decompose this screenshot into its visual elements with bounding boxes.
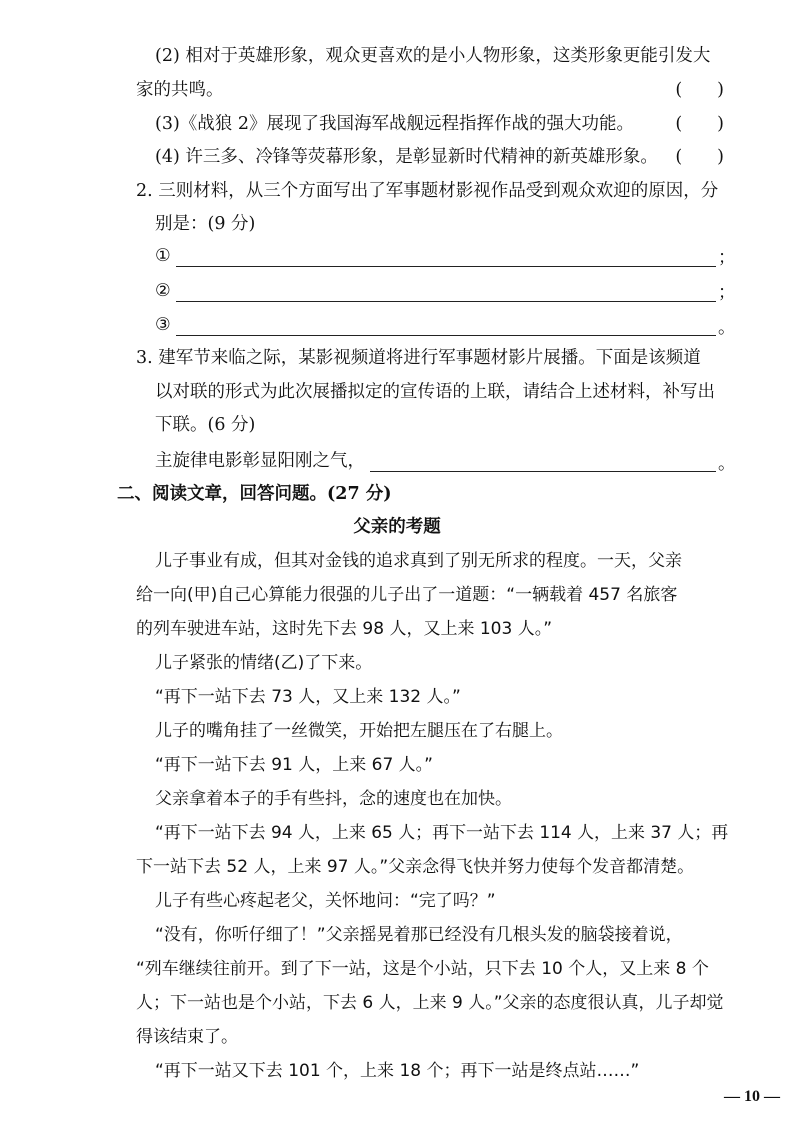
question-1-2-line-2: 家的共鸣。: [136, 80, 224, 100]
page-number: — 10 —: [724, 1088, 780, 1105]
story-line-13: “列车继续往前开。到了下一站，这是个小站，只下去 10 个人，又上来 8 个: [136, 959, 709, 979]
question-3-line-2: 以对联的形式为此次展播拟定的宣传语的上联，请结合上述材料，补写出: [155, 382, 715, 402]
story-line-11: 儿子有些心疼起老父，关怀地问：“完了吗？”: [155, 891, 496, 911]
answer-line-1[interactable]: [176, 244, 716, 267]
story-line-8: 父亲拿着本子的手有些抖，念的速度也在加快。: [155, 789, 512, 809]
story-line-3: 的列车驶进车站，这时先下去 98 人，又上来 103 人。”: [136, 619, 553, 639]
circle-number-3: ③: [155, 315, 171, 335]
story-line-4: 儿子紧张的情绪(乙)了下来。: [155, 653, 373, 673]
story-line-7: “再下一站下去 91 人，上来 67 人。”: [155, 755, 433, 775]
circle-number-2: ②: [155, 281, 171, 301]
question-1-4: (4) 许三多、冷锋等荧幕形象，是彰显新时代精神的新英雄形象。: [155, 147, 658, 167]
story-line-2: 给一向(甲)自己心算能力很强的儿子出了一道题：“一辆载着 457 名旅客: [136, 585, 678, 605]
question-3-line-1: 3. 建军节来临之际，某影视频道将进行军事题材影片展播。下面是该频道: [136, 348, 701, 368]
story-line-5: “再下一站下去 73 人，又上来 132 人。”: [155, 687, 461, 707]
period-1: 。: [718, 318, 736, 338]
story-line-1: 儿子事业有成，但其对金钱的追求真到了别无所求的程度。一天，父亲: [155, 551, 682, 571]
answer-line-3[interactable]: [176, 313, 716, 336]
semicolon-1: ；: [718, 248, 736, 268]
answer-paren-3[interactable]: ( ): [675, 147, 724, 167]
question-1-2-line-1: (2) 相对于英雄形象，观众更喜欢的是小人物形象，这类形象更能引发大: [155, 46, 711, 66]
story-line-6: 儿子的嘴角挂了一丝微笑，开始把左腿压在了右腿上。: [155, 721, 563, 741]
couplet-answer-line[interactable]: [370, 449, 716, 472]
story-line-9: “再下一站下去 94 人，上来 65 人；再下一站下去 114 人，上来 37 人；再: [155, 823, 729, 843]
story-line-12: “没有，你听仔细了！”父亲摇晃着那已经没有几根头发的脑袋接着说，: [155, 925, 683, 945]
story-line-14: 人；下一站也是个小站，下去 6 人，上来 9 人。”父亲的态度很认真，儿子却觉: [136, 993, 724, 1013]
question-2-line-2: 别是：(9 分): [155, 214, 256, 234]
question-1-3: (3)《战狼 2》展现了我国海军战舰远程指挥作战的强大功能。: [155, 114, 634, 134]
section-2-heading: 二、阅读文章，回答问题。(27 分): [117, 484, 392, 504]
semicolon-2: ；: [718, 283, 736, 303]
story-line-16: “再下一站又下去 101 个，上来 18 个；再下一站是终点站……”: [155, 1061, 640, 1081]
question-3-line-3: 下联。(6 分): [155, 415, 256, 435]
story-line-10: 下一站下去 52 人，上来 97 人。”父亲念得飞快并努力使每个发音都清楚。: [136, 857, 695, 877]
answer-paren-1[interactable]: ( ): [675, 80, 724, 100]
answer-paren-2[interactable]: ( ): [675, 114, 724, 134]
question-2-line-1: 2. 三则材料，从三个方面写出了军事题材影视作品受到观众欢迎的原因，分: [136, 181, 719, 201]
story-line-15: 得该结束了。: [136, 1027, 238, 1047]
circle-number-1: ①: [155, 246, 171, 266]
story-title: 父亲的考题: [353, 517, 441, 537]
answer-line-2[interactable]: [176, 279, 716, 302]
period-2: 。: [718, 454, 736, 474]
couplet-upper-line: 主旋律电影彰显阳刚之气，: [155, 451, 365, 471]
